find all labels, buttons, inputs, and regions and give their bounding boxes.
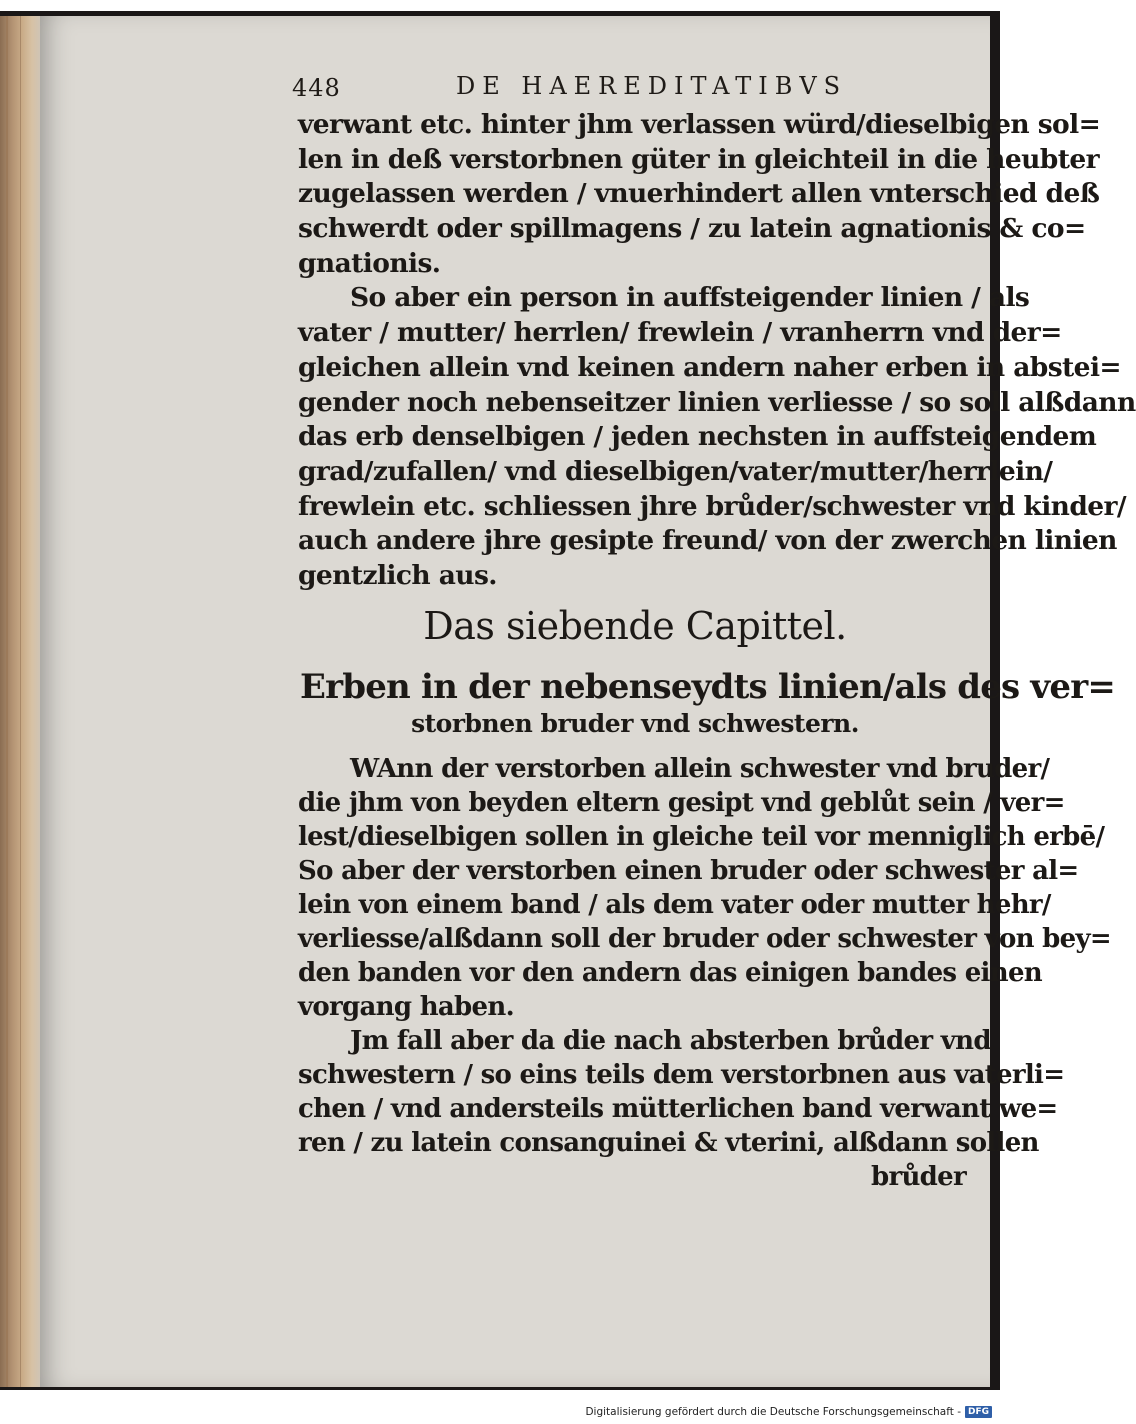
- text-line: So aber der verstorben einen bruder oder schwester al=: [298, 856, 1079, 886]
- text-line: verliesse/alßdann soll der bruder oder schwester von bey=: [298, 924, 1111, 954]
- text-line: ren / zu latein consanguinei & vterini, alßdann sollen: [298, 1128, 1039, 1158]
- page-header: [292, 70, 962, 106]
- text-line: gleichen allein vnd keinen andern naher erben in abstei=: [298, 351, 1122, 383]
- dfg-credit: [585, 1404, 992, 1420]
- text-block-upper: [298, 108, 1136, 594]
- text-line: gender noch nebenseitzer linien verliesse / so soll alßdann: [298, 386, 1136, 418]
- text-line: vorgang haben.: [298, 992, 514, 1022]
- text-line: WAnn der verstorben allein schwester vnd bruder/: [350, 754, 1050, 784]
- text-line: gentzlich aus.: [298, 559, 497, 591]
- text-line: vater / mutter/ herrlen/ frewlein / vranherrn vnd der=: [298, 317, 1062, 349]
- text-line: die jhm von beyden eltern gesipt vnd geblůt sein / ver=: [298, 788, 1065, 818]
- text-line: frewlein etc. schliessen jhre brůder/schwester vnd kinder/: [298, 490, 1126, 522]
- text-line: len in deß verstorbnen güter in gleichteil in die heubter: [298, 143, 1099, 175]
- text-line: das erb denselbigen / jeden nechsten in auffsteigendem: [298, 421, 1097, 453]
- text-line: lest/dieselbigen sollen in gleiche teil vor menniglich erbē/: [298, 822, 1105, 852]
- text-line: verwant etc. hinter jhm verlassen würd/dieselbigen sol=: [298, 109, 1101, 140]
- subheading-line: Erben in der nebenseydts linien/als des ver=: [300, 667, 1116, 707]
- text-line: lein von einem band / als dem vater oder mutter hehr/: [298, 890, 1051, 920]
- running-title: DE HAEREDITATIBVS: [456, 72, 848, 100]
- dfg-logo-icon: DFG: [965, 1406, 992, 1418]
- catchword: brůder: [870, 1162, 966, 1192]
- chapter-heading: Das siebende Capittel.: [423, 604, 847, 648]
- text-line: chen / vnd andersteils mütterlichen band verwant we=: [298, 1094, 1058, 1124]
- page-edge-stack: [0, 16, 40, 1387]
- text-line: schwerdt oder spillmagens / zu latein agnationis & co=: [298, 213, 1086, 245]
- text-line: schwestern / so eins teils dem verstorbnen aus vaterli=: [298, 1060, 1065, 1090]
- text-line: grad/zufallen/ vnd dieselbigen/vater/mutter/herrlein/: [298, 455, 1053, 487]
- text-line: gnationis.: [298, 247, 441, 279]
- dfg-credit-text: Digitalisierung gefördert durch die Deutsche Forschungsgemeinschaft -: [585, 1406, 961, 1418]
- text-line: zugelassen werden / vnuerhindert allen vnterschied deß: [298, 178, 1100, 210]
- subheading-line: storbnen bruder vnd schwestern.: [411, 709, 859, 738]
- page-number: 448: [292, 74, 341, 102]
- text-block-lower: [298, 752, 1111, 1194]
- text-line: den banden vor den andern das einigen bandes einen: [298, 958, 1042, 988]
- text-line: So aber ein person in auffsteigender linien / als: [350, 282, 1030, 314]
- chapter-subheading: [300, 667, 1116, 742]
- text-line: auch andere jhre gesipte freund/ von der zwerchen linien: [298, 525, 1117, 557]
- text-line: Jm fall aber da die nach absterben brůder vnd: [350, 1026, 991, 1056]
